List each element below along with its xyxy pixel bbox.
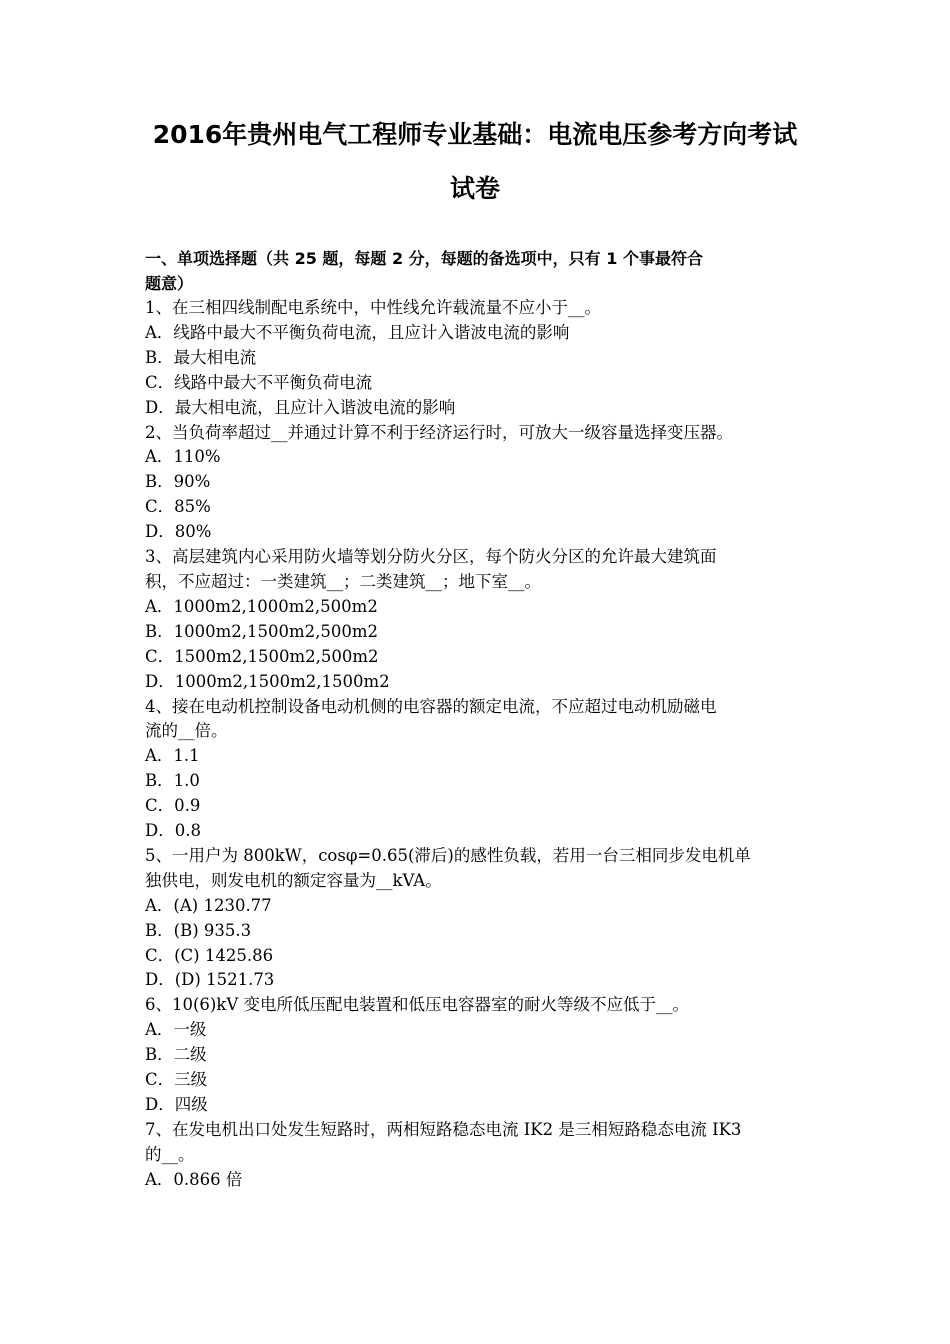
text-line: A．线路中最大不平衡负荷电流，且应计入谐波电流的影响 — [145, 322, 570, 342]
text-line: B．最大相电流 — [145, 347, 257, 367]
text-line: 6、10(6)kV 变电所低压配电装置和低压电容器室的耐火等级不应低于__。 — [145, 995, 690, 1015]
text-line: 流的__倍。 — [145, 721, 228, 741]
text-line: 独供电，则发电机的额定容量为__kVA。 — [145, 870, 442, 890]
text-line: A．0.866 倍 — [145, 1169, 243, 1189]
question-list — [145, 296, 810, 1193]
text-line: A．一级 — [145, 1020, 207, 1040]
document-title-line-2: 试卷 — [449, 174, 500, 203]
text-line: B．90% — [145, 472, 211, 492]
document-title-line-1: 2016年贵州电气工程师专业基础：电流电压参考方向考试 — [152, 120, 798, 149]
text-line: B．1000m2,1500m2,500m2 — [145, 621, 379, 641]
text-line: B．(B) 935.3 — [145, 920, 252, 940]
text-line: C．85% — [145, 497, 211, 517]
text-line: 的__。 — [145, 1144, 195, 1164]
text-line: 3、高层建筑内心采用防火墙等划分防火分区，每个防火分区的允许最大建筑面 — [145, 547, 717, 567]
text-line: D．(D) 1521.73 — [145, 970, 275, 990]
text-line: D．最大相电流，且应计入谐波电流的影响 — [145, 397, 456, 417]
text-line: A．1000m2,1000m2,500m2 — [145, 596, 378, 616]
text-line: C．1500m2,1500m2,500m2 — [145, 646, 379, 666]
text-line: 7、在发电机出口处发生短路时，两相短路稳态电流 IK2 是三相短路稳态电流 IK3 — [145, 1119, 742, 1139]
text-line: 积，不应超过：一类建筑__；二类建筑__；地下室__。 — [145, 571, 541, 591]
text-line: D．1000m2,1500m2,1500m2 — [145, 671, 390, 691]
text-line: D．0.8 — [145, 821, 201, 841]
text-line: 2、当负荷率超过__并通过计算不利于经济运行时，可放大一级容量选择变压器。 — [145, 422, 733, 442]
text-line: A．1.1 — [145, 746, 200, 766]
document-body — [145, 246, 810, 1193]
text-line: C．线路中最大不平衡负荷电流 — [145, 372, 373, 392]
text-line: B．1.0 — [145, 771, 200, 791]
text-line: C．(C) 1425.86 — [145, 945, 274, 965]
text-line: C．三级 — [145, 1070, 208, 1090]
text-line: A．110% — [145, 447, 221, 467]
text-line: 4、接在电动机控制设备电动机侧的电容器的额定电流，不应超过电动机励磁电 — [145, 696, 717, 716]
text-line: 1、在三相四线制配电系统中，中性线允许载流量不应小于__。 — [145, 298, 601, 317]
text-line: A．(A) 1230.77 — [145, 895, 272, 915]
text-line: D．四级 — [145, 1095, 208, 1114]
section-heading-line-1: 一、单项选择题（共 25 题，每题 2 分，每题的备选项中，只有 1 个事最符合 — [145, 249, 703, 268]
text-line: 5、一用户为 800kW，cosφ=0.65(滞后)的感性负载，若用一台三相同步发电机单 — [145, 845, 751, 865]
text-line: D．80% — [145, 522, 212, 542]
section-heading-line-2: 题意） — [145, 274, 194, 293]
text-line: B．二级 — [145, 1045, 207, 1065]
text-line: C．0.9 — [145, 796, 201, 816]
